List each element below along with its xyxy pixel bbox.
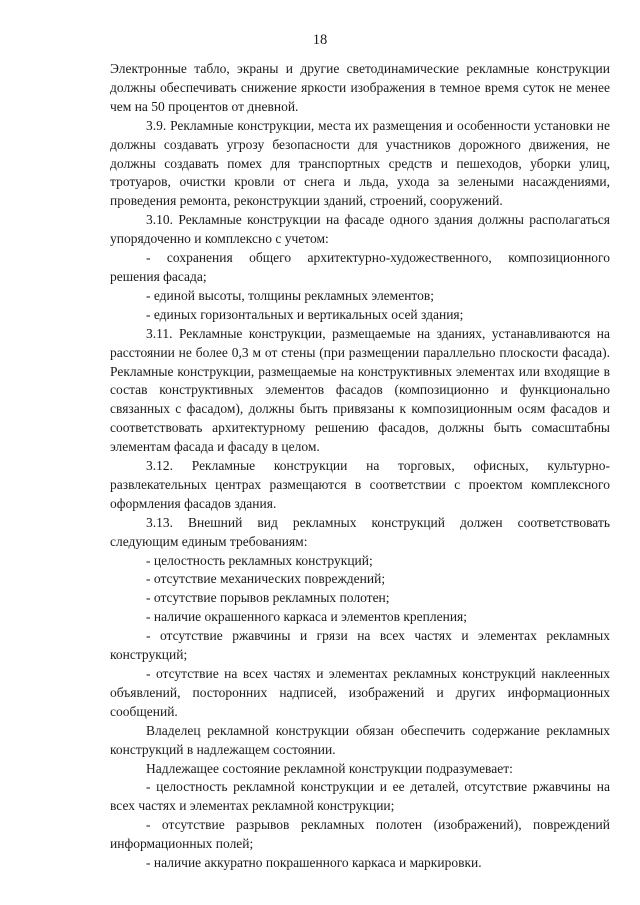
page-number: 18 bbox=[312, 32, 328, 48]
paragraph: - единых горизонтальных и вертикальных осей здания; bbox=[146, 306, 464, 322]
paragraph: - сохранения общего архитектурно-художественного, композиционного решения фасада; bbox=[110, 250, 610, 284]
paragraph: Электронные табло, экраны и другие светодинамические рекламные конструкции должны обеспечивать снижение яркости изображения в темное время суток не менее чем на 50 процентов от дневной. bbox=[110, 61, 610, 114]
paragraph: - отсутствие на всех частях и элементах рекламных конструкций наклеенных объявлений, посторонних надписей, изображений и других информационных сообщений. bbox=[110, 666, 610, 719]
paragraph: 3.11. Рекламные конструкции, размещаемые на зданиях, устанавливаются на расстоянии не более 0,3 м от стены (при размещении параллельно плоскости фасада). Рекламные конструкции, размещаемые на конструктивных элементах или входящие в состав конструктивных элементов фасадов (композиционно и функционально связанных с фасадом), должны быть привязаны к композиционным осям фасадов и соответствовать архитектурному решению фасадов, должны быть сомасштабны элементам фасада и фасаду в целом. bbox=[110, 325, 610, 455]
paragraph: - наличие аккуратно покрашенного каркаса и маркировки. bbox=[146, 855, 482, 871]
paragraph: Владелец рекламной конструкции обязан обеспечить содержание рекламных конструкций в надлежащем состоянии. bbox=[110, 722, 610, 757]
paragraph: 3.13. Внешний вид рекламных конструкций должен соответствовать следующим единым требованиям: bbox=[110, 514, 610, 549]
paragraph: 3.10. Рекламные конструкции на фасаде одного здания должны располагаться упорядоченно и комплексно с учетом: bbox=[110, 212, 610, 247]
body-text bbox=[110, 60, 610, 873]
paragraph: - единой высоты, толщины рекламных элементов; bbox=[146, 287, 435, 303]
paragraph: - целостность рекламной конструкции и ее деталей, отсутствие ржавчины на всех частях и элементах рекламной конструкции; bbox=[110, 779, 610, 814]
paragraph: - отсутствие разрывов рекламных полотен (изображений), повреждений информационных полей; bbox=[110, 817, 610, 852]
paragraph: - отсутствие механических повреждений; bbox=[146, 571, 386, 587]
paragraph: 3.12. Рекламные конструкции на торговых, офисных, культурно-развлекательных центрах размещаются в соответствии с проектом комплексного оформления фасадов здания. bbox=[110, 458, 610, 511]
paragraph: - целостность рекламных конструкций; bbox=[146, 552, 373, 568]
paragraph: Надлежащее состояние рекламной конструкции подразумевает: bbox=[146, 760, 513, 776]
paragraph: 3.9. Рекламные конструкции, места их размещения и особенности установки не должны создавать угрозу безопасности для участников дорожного движения, не должны создавать помех для транспортных средств и пешеходов, уборки улиц, тротуаров, очистки кровли от снега и льда, ухода за зелеными насаждениями, проведения ремонта, реконструкции зданий, строений, сооружений. bbox=[110, 117, 610, 209]
paragraph: - отсутствие ржавчины и грязи на всех частях и элементах рекламных конструкций; bbox=[110, 628, 610, 663]
paragraph: - наличие окрашенного каркаса и элементов крепления; bbox=[146, 609, 468, 625]
paragraph: - отсутствие порывов рекламных полотен; bbox=[146, 590, 390, 606]
